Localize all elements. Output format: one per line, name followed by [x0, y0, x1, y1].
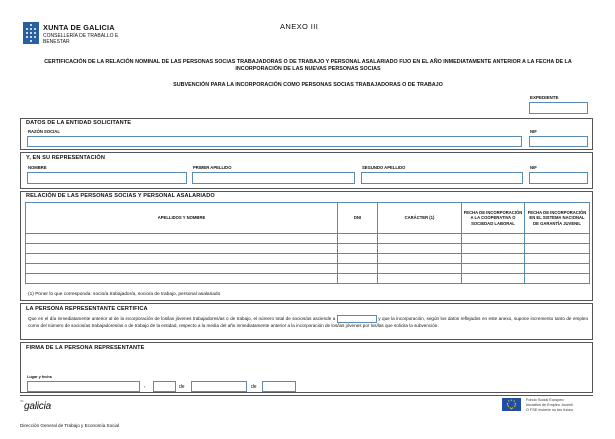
table-row: [26, 244, 590, 254]
date-separator-de-1: de: [179, 384, 185, 390]
relation-section-title: RELACIÓN DE LAS PERSONAS SOCIAS Y PERSONAL ASALARIADO: [26, 193, 215, 199]
table-row: [26, 254, 590, 264]
business-name-label: RAZÓN SOCIAL: [28, 129, 60, 134]
col-header-coop-date: FECHA DE INCORPORACIÓN A LA COOPERATIVA O SOCIEDAD LABORAL: [462, 203, 525, 234]
rep-surname1-label: PRIMER APELLIDO: [193, 165, 232, 170]
entity-nif-input[interactable]: [529, 136, 588, 147]
signature-section-title: FIRMA DE LA PERSONA REPRESENTANTE: [26, 345, 145, 351]
directorate-name: Dirección General de Trabajo y Economía Social: [20, 423, 120, 428]
members-count-input[interactable]: [337, 315, 377, 323]
table-cell[interactable]: [378, 264, 462, 274]
certification-section-title: LA PERSONA REPRESENTANTE CERTIFICA: [26, 306, 148, 312]
galicia-logo: [20, 399, 51, 412]
rep-name-label: NOMBRE: [28, 165, 47, 170]
table-cell[interactable]: [462, 254, 525, 264]
table-cell[interactable]: [462, 244, 525, 254]
place-input[interactable]: [27, 381, 140, 392]
date-separator-comma: ,: [144, 383, 146, 389]
table-cell[interactable]: [378, 274, 462, 284]
col-header-dni: DNI: [338, 203, 378, 234]
xunta-coat-of-arms-icon: [22, 21, 40, 45]
footer-divider: [20, 395, 593, 396]
annex-label: ANEXO III: [280, 22, 319, 31]
table-row: [26, 234, 590, 244]
relation-table: [25, 202, 590, 284]
table-cell[interactable]: [338, 254, 378, 264]
representative-section-title: Y, EN SU REPRESENTACIÓN: [26, 155, 105, 161]
table-cell[interactable]: [378, 254, 462, 264]
rep-surname2-label: SEGUNDO APELLIDO: [362, 165, 406, 170]
rep-nif-label: NIF: [530, 165, 537, 170]
table-cell[interactable]: [525, 264, 590, 274]
galicia-logo-mark-icon: ~: [20, 399, 24, 405]
table-cell[interactable]: [462, 234, 525, 244]
expediente-input[interactable]: [529, 102, 588, 114]
rep-surname2-input[interactable]: [361, 172, 523, 184]
rep-nif-input[interactable]: [529, 172, 588, 184]
table-cell[interactable]: [26, 254, 338, 264]
table-cell[interactable]: [26, 234, 338, 244]
eu-funding-line1: Fondo Social Europeo: [526, 398, 564, 402]
rep-surname1-input[interactable]: [192, 172, 355, 184]
table-cell[interactable]: [338, 234, 378, 244]
table-cell[interactable]: [525, 274, 590, 284]
table-cell[interactable]: [26, 264, 338, 274]
table-cell[interactable]: [338, 274, 378, 284]
entity-section-title: DATOS DE LA ENTIDAD SOLICITANTE: [26, 120, 132, 126]
entity-nif-label: NIF: [530, 129, 537, 134]
date-separator-de-2: de: [251, 384, 257, 390]
eu-flag-icon: [502, 398, 521, 411]
table-row: [26, 264, 590, 274]
table-cell[interactable]: [338, 264, 378, 274]
col-header-character: CARÁCTER (1): [378, 203, 462, 234]
table-row: [26, 274, 590, 284]
table-cell[interactable]: [462, 274, 525, 284]
certification-text: [28, 315, 588, 329]
certification-text-after: y que la incorporación, según los datos reflejados en este anexo, supone incremento tanto de empleo como del número de socios/as trabajadores/as o de trabajo de la entidad, respecto a la media del año inmediatamente anterior a la incorporación de los/las jóvenes por los/las que solicita la subvención.: [28, 316, 589, 328]
eu-funding-line2: Iniciativa de Empleo Juvenil: [526, 403, 573, 408]
eu-funding-line3: O FSE invierte no teu futuro: [526, 408, 574, 413]
month-input[interactable]: [191, 381, 247, 392]
certification-text-before: Que en el día inmediatamente anterior al de la incorporación de los/las jóvenes trabajadores/as o de trabajo, el número total de socios/as asciende a: [28, 316, 336, 322]
eu-funding-text: [526, 398, 573, 414]
brand-name: XUNTA DE GALICIA: [43, 23, 115, 32]
expediente-label: EXPEDIENTE: [530, 95, 559, 100]
table-cell[interactable]: [26, 244, 338, 254]
business-name-input[interactable]: [27, 136, 522, 147]
table-cell[interactable]: [26, 274, 338, 284]
relation-table-header: [26, 203, 590, 234]
rep-name-input[interactable]: [27, 172, 187, 184]
table-cell[interactable]: [525, 234, 590, 244]
col-header-youth-date: FECHA DE INCORPORACIÓN EN EL SISTEMA NACIONAL DE GARANTÍA JUVENIL: [525, 203, 590, 234]
table-cell[interactable]: [525, 254, 590, 264]
table-cell[interactable]: [378, 244, 462, 254]
table-cell[interactable]: [338, 244, 378, 254]
galicia-logo-text: galicia: [24, 401, 51, 412]
document-title: CERTIFICACIÓN DE LA RELACIÓN NOMINAL DE LAS PERSONAS SOCIAS TRABAJADORAS O DE TRABAJO Y PERSONAL ASALARIADO FIJO EN EL AÑO INMEDIATAMENTE ANTERIOR A LA FECHA DE LA INCORPORACIÓN DE LAS NUEVAS PERSONAS SOCIAS: [44, 59, 572, 72]
year-input[interactable]: [262, 381, 296, 392]
col-header-name: APELLIDOS Y NOMBRE: [26, 203, 338, 234]
table-cell[interactable]: [525, 244, 590, 254]
place-date-label: Lugar y fecha: [27, 375, 52, 379]
day-input[interactable]: [153, 381, 176, 392]
table-cell[interactable]: [378, 234, 462, 244]
subsidy-title: SUBVENCIÓN PARA LA INCORPORACIÓN COMO PERSONAS SOCIAS TRABAJADORAS O DE TRABAJO: [173, 82, 443, 88]
table-cell[interactable]: [462, 264, 525, 274]
brand-department: CONSELLERÍA DE TRABALLO E BENESTAR: [43, 33, 119, 45]
character-footnote: (1) Poner lo que corresponda: socio/a trabajador/a, socio/a de trabajo, personal asalariado: [28, 292, 221, 297]
